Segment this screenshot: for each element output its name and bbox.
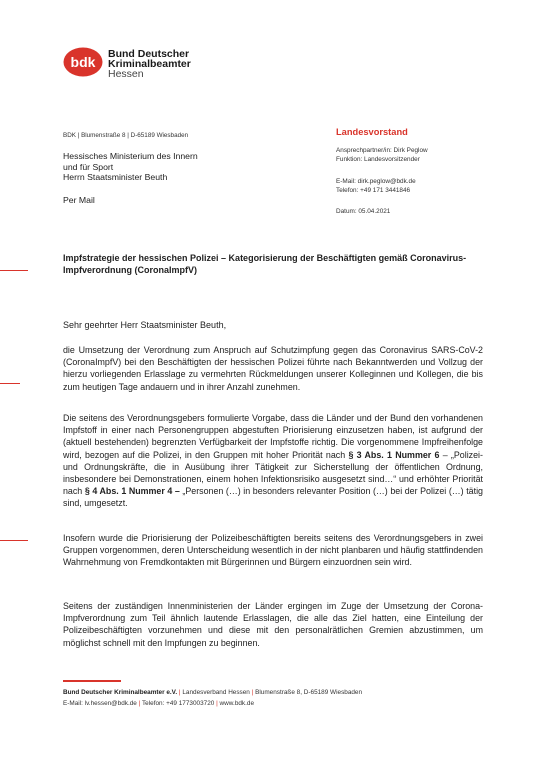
subject-line: Impfstrategie der hessischen Polizei – Kategorisierung der Beschäftigten gemäß Coronavirus-Impfverordnung (CoronaImpfV) bbox=[63, 253, 467, 276]
recipient-line2: und für Sport bbox=[63, 161, 114, 172]
paragraph-4: Seitens der zuständigen Innenministerien der Länder ergingen im Zuge der Umsetzung der Corona-Impfverordnung zum Teil ähnlich lautende Erlasslagen, die alle das Ziel hatten, eine Einteilung der Polizeibeschäftigten vorzunehmen und diese mit den personalrätlichen Gremien abzustimmen, um möglichst schnell mit den Impfungen zu beginnen. bbox=[63, 601, 483, 648]
contact-phone: Telefon: +49 171 3441846 bbox=[336, 187, 411, 195]
footer-separator: | bbox=[216, 699, 218, 707]
org-name-line2: Kriminalbeamter bbox=[108, 58, 191, 70]
org-name bbox=[108, 49, 191, 79]
footer-rule bbox=[63, 680, 121, 682]
contact-details bbox=[336, 177, 416, 196]
fold-mark-bottom bbox=[0, 540, 28, 541]
paragraph-2-text-b: – „Polizei- und Ordnungskräfte, die in Ausübung ihrer Tätigkeit zur Sicherstellung der öffentlichen Ordnung, insbesondere bei Demonstrationen, einem hohen Infektionsrisiko ausgesetzt sind…“ und erhöhter Priorität nach bbox=[63, 449, 483, 497]
footer bbox=[63, 688, 362, 709]
footer-email[interactable]: E-Mail: lv.hessen@bdk.de bbox=[63, 699, 137, 707]
footer-separator: | bbox=[251, 689, 254, 696]
recipient-address bbox=[63, 151, 198, 183]
footer-phone: Telefon: +49 1773003720 bbox=[141, 699, 215, 707]
footer-branch: Landesverband Hessen bbox=[182, 689, 250, 696]
info-title: Landesvorstand bbox=[336, 127, 408, 137]
contact-person: Ansprechpartner/in: Dirk Peglow bbox=[336, 147, 428, 154]
contact-email[interactable]: E-Mail: dirk.peglow@bdk.de bbox=[336, 178, 416, 185]
footer-line2 bbox=[63, 699, 362, 710]
paragraph-3: Insofern wurde die Priorisierung der Polizeibeschäftigten bereits seitens des Verordnungsgebers in zwei Gruppen vorgenommen, deren Unterscheidung wesentlich in der nicht planbaren und häufig stattfindenden Wahrnehmung von Fremdkontakten mit Bürgerinnen und Bürgern einzuordnen sein wird. bbox=[63, 533, 483, 568]
org-name-line3: Hessen bbox=[108, 68, 144, 80]
logo-text: bdk bbox=[70, 54, 96, 70]
recipient-line3: Herrn Staatsminister Beuth bbox=[63, 172, 168, 182]
contact-function: Funktion: Landesvorsitzender bbox=[336, 156, 420, 164]
paragraph-2-ref-b: § 4 Abs. 1 Nummer 4 – bbox=[84, 486, 180, 497]
footer-address: Blumenstraße 8, D-65189 Wiesbaden bbox=[255, 689, 363, 696]
footer-separator: | bbox=[138, 699, 141, 707]
paragraph-2-text-c: „Personen (…) in besonders relevanter Position (…) bei der Polizei (…) tätig sind, umgesetzt. bbox=[63, 486, 483, 509]
paragraph-2-ref-a: § 3 Abs. 1 Nummer 6 bbox=[348, 449, 440, 460]
punch-mark bbox=[0, 383, 20, 384]
footer-line1 bbox=[63, 688, 362, 699]
org-name-line1: Bund Deutscher bbox=[108, 48, 190, 60]
fold-mark-top bbox=[0, 270, 28, 271]
contact-block bbox=[336, 146, 428, 165]
salutation: Sehr geehrter Herr Staatsminister Beuth, bbox=[63, 320, 227, 330]
paragraph-2-text-a: Die seitens des Verordnungsgebers formulierte Vorgabe, dass die Länder und der Bund den vorhandenen Impfstoff in einer nach Personengruppen abgestuften Priorisierung einzusetzen haben, ist aufgrund der (aktuell bestehenden) begrenzten Verfügbarkeit der Impfstoffe richtig. Die vorgenommene Impfreihenfolge wird, bezogen auf die Polizei, in den Gruppen mit hoher Priorität nach bbox=[63, 413, 483, 460]
sender-line: BDK | Blumenstraße 8 | D-65189 Wiesbaden bbox=[63, 132, 189, 139]
paragraph-1: die Umsetzung der Verordnung zum Anspruch auf Schutzimpfung gegen das Coronavirus SARS-CoV-2 (CoronaImpfV) bei den Beschäftigten der hessischen Polizei führte nach Bekanntwerden und Vollzug der hierzu vorliegenden Erlasslage zu vermehrten Rückmeldungen unserer Kolleginnen und Kollegen, die bis zum heutigen Tage andauern und in ihrer Anzahl zunehmen. bbox=[63, 345, 483, 392]
letter-date: Datum: 05.04.2021 bbox=[336, 208, 391, 215]
footer-separator: | bbox=[178, 689, 181, 696]
footer-org: Bund Deutscher Kriminalbeamter e.V. bbox=[63, 689, 178, 696]
recipient-line1: Hessisches Ministerium des Innern bbox=[63, 151, 198, 161]
delivery-method: Per Mail bbox=[63, 195, 95, 205]
footer-web[interactable]: www.bdk.de bbox=[219, 699, 255, 707]
paragraph-2 bbox=[63, 412, 483, 510]
bdk-logo bbox=[63, 47, 103, 77]
